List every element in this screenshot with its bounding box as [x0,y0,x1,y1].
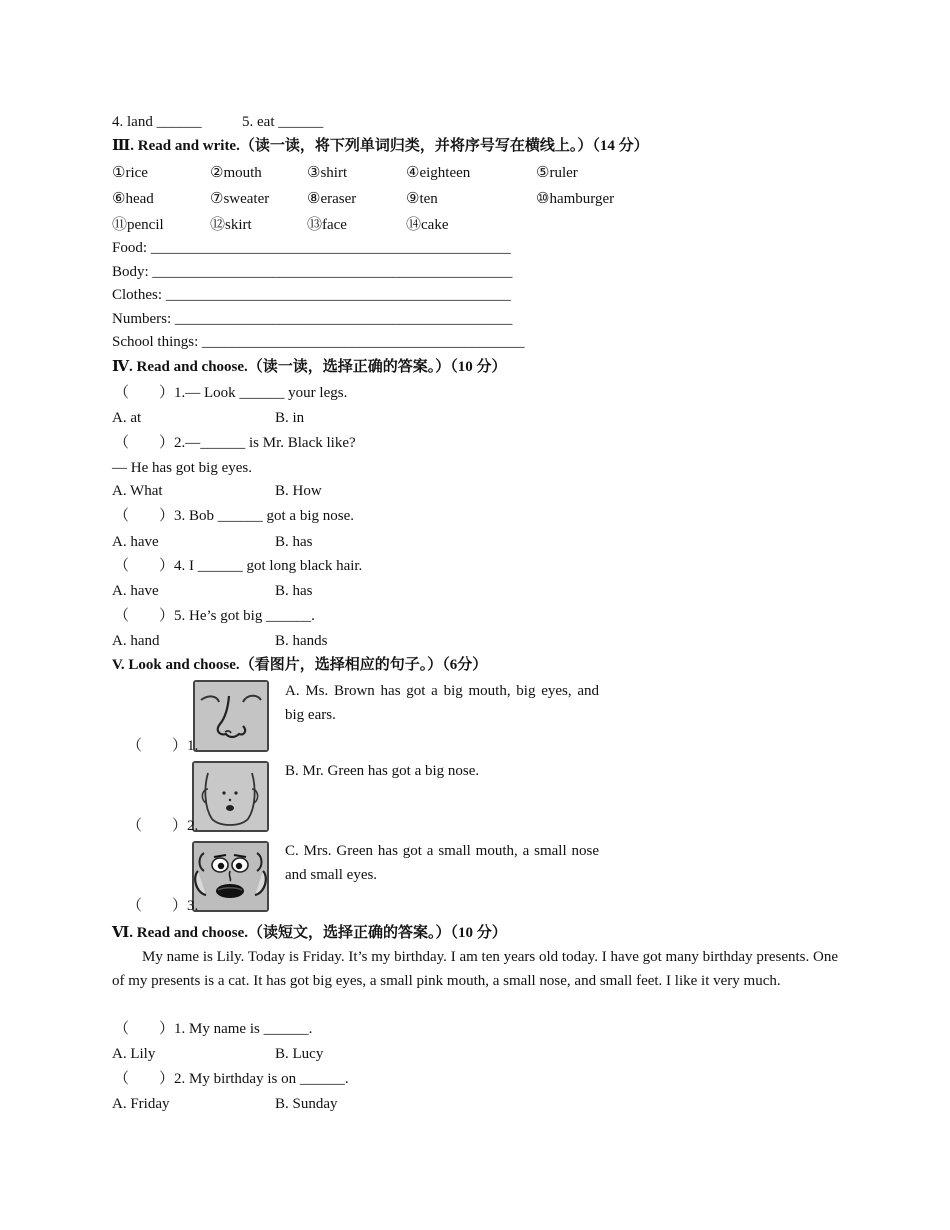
question-line: （ ）1.— Look ______ your legs. [114,385,348,401]
word-item: ⑦sweater [210,191,270,207]
option-b-sentence: B. Mr. Green has got a big nose. [285,763,480,779]
option-a: A. Friday [112,1096,170,1112]
match-item-3: （ ）3. [127,898,199,914]
option-b: B. in [275,410,305,426]
match-item-1: （ ）1. [127,738,199,754]
blank-food[interactable]: Food: ________________________________________________ [112,240,511,256]
section-6-title: Ⅵ. Read and choose. [112,925,249,941]
word-item: ⑧eraser [307,191,357,207]
blank-body[interactable]: Body: ________________________________________________ [112,264,513,280]
section-4-title: Ⅳ. Read and choose. [112,359,248,375]
section-3-title: Ⅲ. Read and write. [112,138,240,154]
question-line: （ ）1. My name is ______. [114,1021,313,1037]
option-a: A. What [112,483,163,499]
question-5-eat: 5. eat ______ [242,114,324,130]
option-b: B. hands [275,633,328,649]
question-4-land: 4. land ______ [112,114,202,130]
question-line: （ ）5. He’s got big ______. [114,608,315,624]
section-4-note: （读一读，选择正确的答案。）（10 分） [247,359,507,375]
section-6-heading [112,923,507,943]
question-line: （ ）2.—______ is Mr. Black like? [114,435,356,451]
reading-passage: My name is Lily. Today is Friday. It’s my birthday. I am ten years old today. I have got many birthday presents. One of my presents is a cat. It has got big eyes, a small pink mouth, a small nose, and small feet. I like it very much. [112,949,838,989]
section-5-note: （看图片，选择相应的句子。）（6分） [239,657,488,673]
section-5-heading [112,655,487,675]
word-item: ②mouth [210,165,262,181]
word-item: ⑭cake [406,217,449,233]
word-item: ④eighteen [406,165,471,181]
section-3-heading [112,136,649,156]
section-6-note: （读短文，选择正确的答案。）（10 分） [248,925,507,941]
word-item: ⑤ruler [536,165,578,181]
section-3-note: （读一读，将下列单词归类，并将序号写在横线上。）（14 分） [239,138,649,154]
option-a: A. have [112,583,159,599]
blank-numbers[interactable]: Numbers: _____________________________________________ [112,311,513,327]
word-item: ③shirt [307,165,348,181]
option-b: B. Lucy [275,1046,324,1062]
section-5-title: V. Look and choose. [112,657,240,673]
option-a: A. have [112,534,159,550]
word-item: ⑪pencil [112,217,164,233]
blank-school-things[interactable]: School things: ___________________________________________ [112,334,525,350]
blank-clothes[interactable]: Clothes: ______________________________________________ [112,287,511,303]
option-b: B. Sunday [275,1096,338,1112]
option-b: B. has [275,534,313,550]
option-a-sentence: A. Ms. Brown has got a big mouth, big eyes, and big ears. [285,683,599,723]
word-item: ⑨ten [406,191,438,207]
small-face-picture [192,761,269,832]
option-b: B. has [275,583,313,599]
option-b: B. How [275,483,322,499]
question-line: （ ）4. I ______ got long black hair. [114,558,363,574]
answer-line: — He has got big eyes. [112,460,252,476]
word-item: ⑥head [112,191,154,207]
section-4-heading [112,357,507,377]
option-a: A. hand [112,633,160,649]
match-item-2: （ ）2. [127,818,199,834]
option-c-sentence: C. Mrs. Green has got a small mouth, a small nose and small eyes. [285,843,599,883]
big-face-picture [192,841,269,912]
word-item: ⑫skirt [210,217,252,233]
word-item: ⑩hamburger [536,191,615,207]
question-line: （ ）2. My birthday is on ______. [114,1071,349,1087]
nose-picture [193,680,269,752]
word-item: ①rice [112,165,148,181]
option-a: A. Lily [112,1046,156,1062]
question-line: （ ）3. Bob ______ got a big nose. [114,508,354,524]
option-a: A. at [112,410,142,426]
word-item: ⑬face [307,217,347,233]
